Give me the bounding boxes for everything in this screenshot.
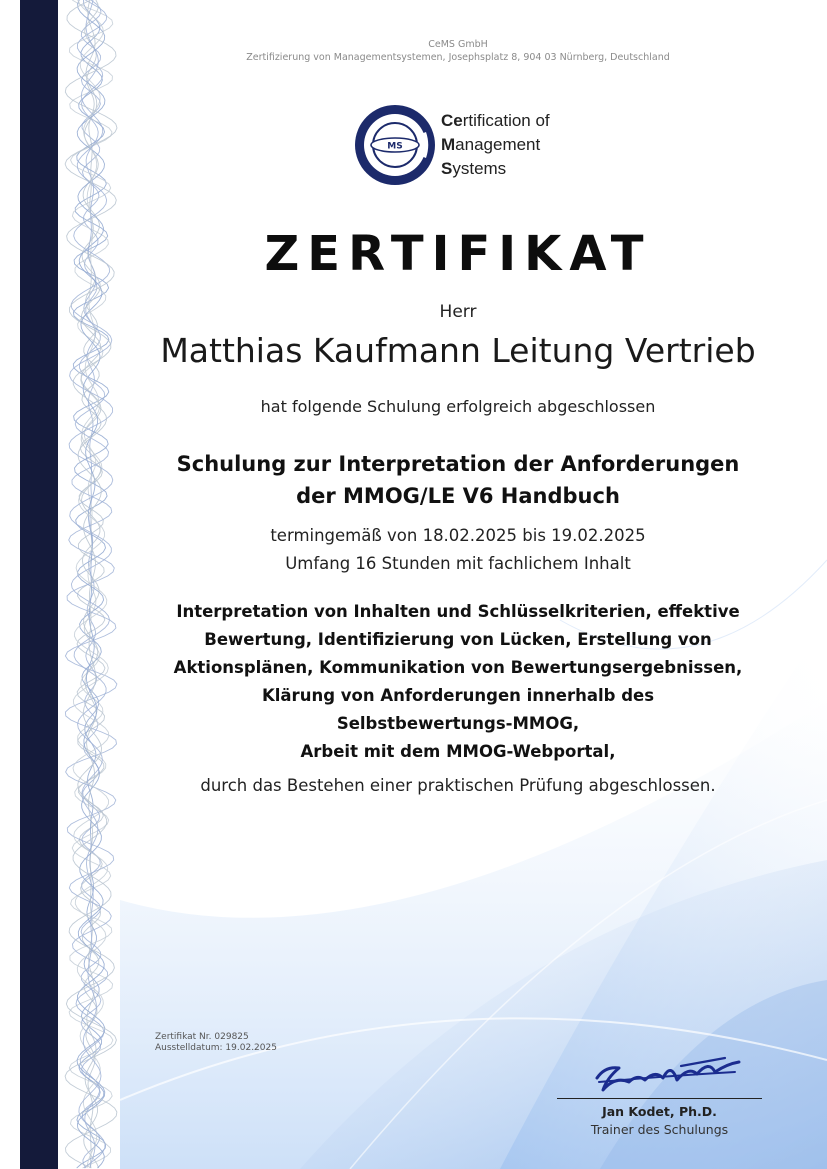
content-line: Arbeit mit dem MMOG-Webportal, xyxy=(300,742,616,761)
closing-text: durch das Bestehen einer praktischen Prüfung abgeschlossen. xyxy=(200,776,716,795)
logo-wordmark xyxy=(441,109,550,181)
certificate-meta xyxy=(155,1032,277,1054)
logo-line1-rest: rtification of xyxy=(462,111,550,130)
content-line: Aktionsplänen, Kommunikation von Bewertungsergebnissen, xyxy=(173,658,743,677)
left-decorative-bar xyxy=(20,0,58,1169)
guilloche-border xyxy=(58,0,124,1169)
recipient-name: Matthias Kaufmann Leitung Vertrieb xyxy=(160,331,756,370)
signature-line xyxy=(557,1098,762,1099)
cems-logo-icon xyxy=(350,102,440,188)
date-range: termingemäß von 18.02.2025 bis 19.02.2025 xyxy=(270,526,646,545)
course-scope: Umfang 16 Stunden mit fachlichem Inhalt xyxy=(285,554,631,573)
content-line: Selbstbewertungs-MMOG, xyxy=(336,714,580,733)
course-dates xyxy=(140,522,776,578)
salutation: Herr xyxy=(439,302,477,322)
logo-line2-bold: M xyxy=(441,135,456,154)
signer-role: Trainer des Schulungs xyxy=(590,1122,729,1137)
course-title xyxy=(140,448,776,512)
course-title-line: der MMOG/LE V6 Handbuch xyxy=(296,484,620,508)
certificate-number: Zertifikat Nr. 029825 xyxy=(155,1032,249,1042)
issuer-address: Zertifizierung von Managementsystemen, Josephsplatz 8, 904 03 Nürnberg, Deutschland xyxy=(246,52,670,63)
course-content xyxy=(130,598,786,766)
certificate-title: ZERTIFIKAT xyxy=(264,226,652,282)
content-line: Interpretation von Inhalten und Schlüsselkriterien, effektive xyxy=(176,602,740,621)
logo-line3-rest: ystems xyxy=(452,159,507,178)
logo-line1-bold: Ce xyxy=(441,111,463,130)
signer-name: Jan Kodet, Ph.D. xyxy=(602,1104,717,1119)
logo-line3-bold: S xyxy=(441,159,453,178)
logo-mark-text: MS xyxy=(387,141,403,152)
content-line: Bewertung, Identifizierung von Lücken, Erstellung von xyxy=(204,630,712,649)
logo-line2-rest: anagement xyxy=(455,135,541,154)
content-line: Klärung von Anforderungen innerhalb des xyxy=(261,686,655,705)
issuer-name: CeMS GmbH xyxy=(428,39,488,50)
intro-text: hat folgende Schulung erfolgreich abgeschlossen xyxy=(260,397,656,416)
course-title-line: Schulung zur Interpretation der Anforderungen xyxy=(176,452,740,476)
issue-date: Ausstelldatum: 19.02.2025 xyxy=(155,1043,277,1053)
signature-image xyxy=(585,1052,745,1094)
